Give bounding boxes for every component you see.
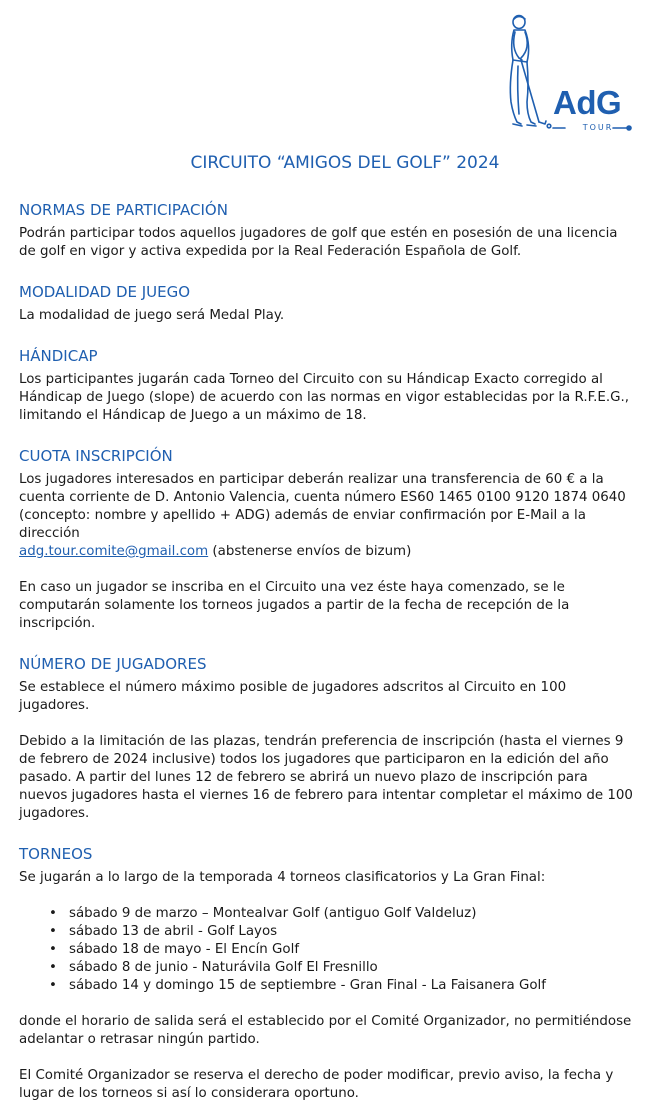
document-body [19,152,635,1103]
list-item: • sábado 14 y domingo 15 de septiembre - Gran Final - La Faisanera Golf [19,977,635,995]
torneos-text-2: donde el horario de salida será el establecido por el Comité Organizador, no permitiéndose adelantar o retrasar ningún partido. [19,1014,632,1047]
heading-torneos: TORNEOS [19,845,93,863]
list-item: • sábado 18 de mayo - El Encín Golf [19,941,635,959]
golfer-icon [505,14,635,140]
heading-handicap: HÁNDICAP [19,347,98,365]
email-link[interactable]: adg.tour.comite@gmail.com [19,544,209,559]
numero-text-1: Se establece el número máximo posible de jugadores adscritos al Circuito en 100 jugadores. [19,680,567,713]
handicap-text: Los participantes jugarán cada Torneo del Circuito con su Hándicap Exacto corregido al Hándicap de Juego (slope) de acuerdo con las normas en vigor establecidas por la R.F.E.G., limitando el Hándicap de Juego a un máximo de 18. [19,372,630,423]
torneos-list [19,905,635,995]
cuota-text [19,471,635,561]
heading-normas: NORMAS DE PARTICIPACIÓN [19,201,228,219]
numero-text-2: Debido a la limitación de las plazas, tendrán preferencia de inscripción (hasta el viernes 9 de febrero de 2024 inclusive) todos los jugadores que participaron en la edición del año pasado. A partir del lunes 12 de febrero se abrirá un nuevo plazo de inscripción para nuevos jugadores hasta el viernes 16 de febrero para intentar completar el máximo de 100 jugadores. [19,734,633,821]
page-title: CIRCUITO “AMIGOS DEL GOLF” 2024 [190,153,500,173]
list-item: • sábado 8 de junio - Naturávila Golf El Fresnillo [19,959,635,977]
torneos-intro: Se jugarán a lo largo de la temporada 4 torneos clasificatorios y La Gran Final: [19,870,546,885]
list-item: • sábado 9 de marzo – Montealvar Golf (antiguo Golf Valdeluz) [19,905,635,923]
modalidad-text: La modalidad de juego será Medal Play. [19,308,285,323]
list-item: • sábado 13 de abril - Golf Layos [19,923,635,941]
normas-text: Podrán participar todos aquellos jugadores de golf que estén en posesión de una licencia de golf en vigor y activa expedida por la Real Federación Española de Golf. [19,226,618,259]
adg-tour-logo [505,14,635,140]
cuota-text-main: Los jugadores interesados en participar deberán realizar una transferencia de 60 € a la cuenta corriente de D. Antonio Valencia, cuenta número ES60 1465 0100 9120 1874 0640 (concepto: nombre y apellido + ADG) además de enviar confirmación por E-Mail a la dirección [19,472,626,541]
logo-brand-text: AdG [553,84,622,121]
heading-modalidad: MODALIDAD DE JUEGO [19,283,191,301]
heading-cuota: CUOTA INSCRIPCIÓN [19,447,173,465]
cuota-text-suffix: (abstenerse envíos de bizum) [208,544,412,559]
cuota-text-2: En caso un jugador se inscriba en el Circuito una vez éste haya comenzado, se le computarán solamente los torneos jugados a partir de la fecha de recepción de la inscripción. [19,580,570,631]
logo-tour-text: TOUR [582,123,614,132]
heading-numero: NÚMERO DE JUGADORES [19,655,207,673]
torneos-text-3: El Comité Organizador se reserva el derecho de poder modificar, previo aviso, la fecha y lugar de los torneos si así lo considerara oportuno. [19,1068,614,1101]
